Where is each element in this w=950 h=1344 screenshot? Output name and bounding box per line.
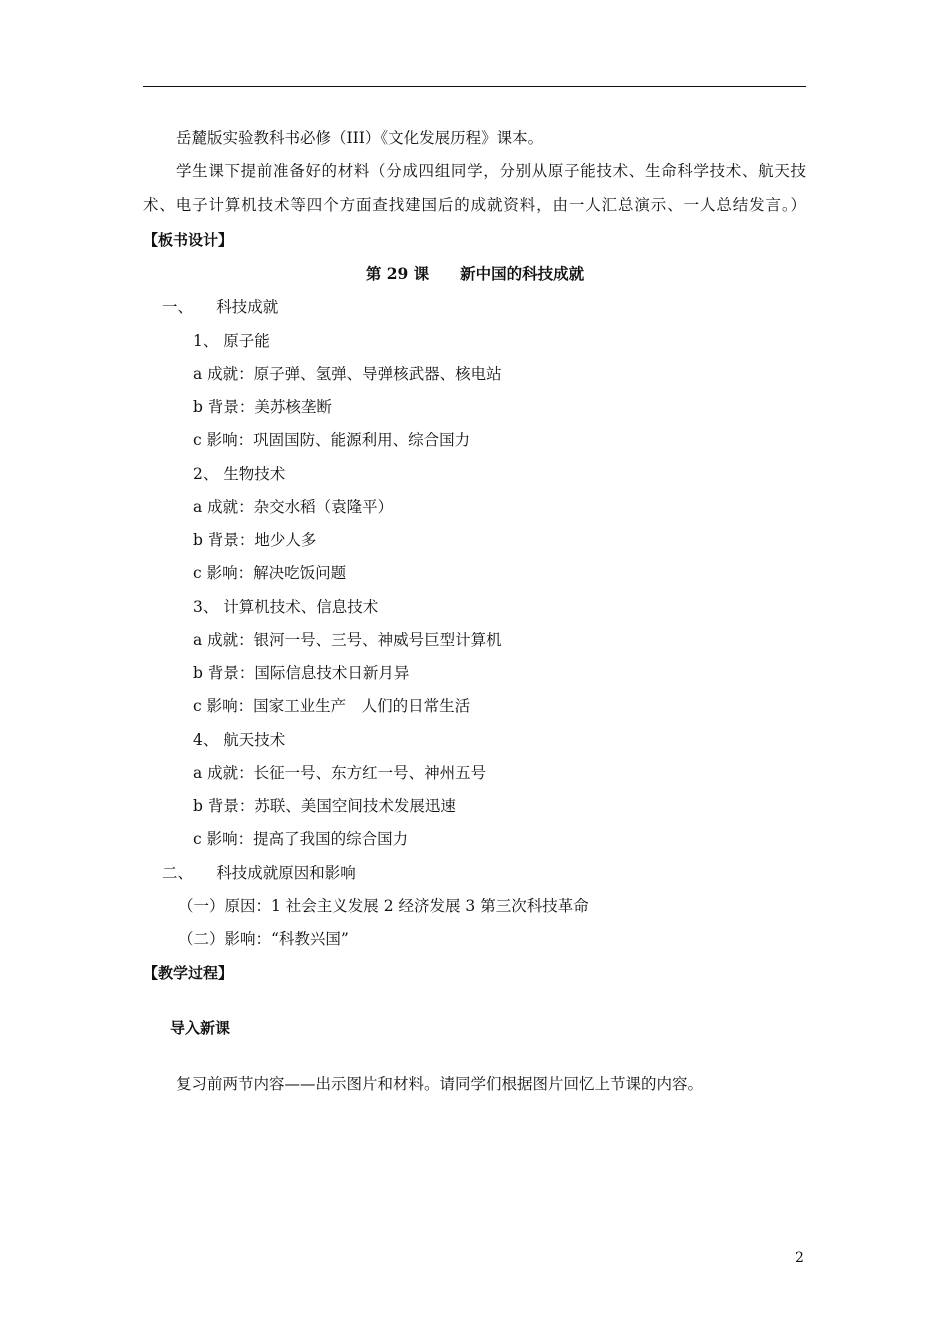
board-design-heading: 【板书设计】 xyxy=(143,231,234,249)
item-1-impact: c 影响：巩固国防、能源利用、综合国力 xyxy=(193,431,471,449)
item-4-achievement: a 成就：长征一号、东方红一号、神州五号 xyxy=(193,764,487,782)
item-3-achievement: a 成就：银河一号、三号、神威号巨型计算机 xyxy=(193,631,502,649)
item-3-impact: c 影响：国家工业生产 人们的日常生活 xyxy=(193,697,471,715)
section-2-heading: 二、 科技成就原因和影响 xyxy=(162,864,356,882)
header-rule xyxy=(143,86,806,87)
preparation-paragraph-line-1: 学生课下提前准备好的材料（分成四组同学，分别从原子能技术、生命科学技术、航天技 xyxy=(176,162,806,180)
materials-paragraph: 岳麓版实验教科书必修（III）《文化发展历程》课本。 xyxy=(176,129,544,147)
page-number: 2 xyxy=(795,1250,804,1266)
item-2-background: b 背景：地少人多 xyxy=(193,531,317,549)
item-1-heading: 1、 原子能 xyxy=(193,332,270,350)
teaching-process-heading: 【教学过程】 xyxy=(143,964,234,982)
section-1-heading: 一、 科技成就 xyxy=(162,298,279,316)
item-2-achievement: a 成就：杂交水稻（袁隆平） xyxy=(193,498,394,516)
item-4-background: b 背景：苏联、美国空间技术发展迅速 xyxy=(193,797,456,815)
item-2-impact: c 影响：解决吃饭问题 xyxy=(193,564,347,582)
lesson-title: 第 29 课 新中国的科技成就 xyxy=(365,264,585,283)
item-1-background: b 背景：美苏核垄断 xyxy=(193,398,332,416)
item-1-achievement: a 成就：原子弹、氢弹、导弹核武器、核电站 xyxy=(193,365,502,383)
item-3-background: b 背景：国际信息技术日新月异 xyxy=(193,664,410,682)
reason-line: （一）原因：1 社会主义发展 2 经济发展 3 第三次科技革命 xyxy=(178,897,589,915)
lesson-intro-text: 复习前两节内容——出示图片和材料。请同学们根据图片回忆上节课的内容。 xyxy=(176,1075,704,1093)
item-4-heading: 4、 航天技术 xyxy=(193,731,286,749)
item-4-impact: c 影响：提高了我国的综合国力 xyxy=(193,830,409,848)
item-2-heading: 2、 生物技术 xyxy=(193,465,286,483)
lesson-intro-heading: 导入新课 xyxy=(170,1019,231,1037)
preparation-paragraph-line-2: 术、电子计算机技术等四个方面查找建国后的成就资料，由一人汇总演示、一人总结发言。） xyxy=(143,196,806,214)
item-3-heading: 3、 计算机技术、信息技术 xyxy=(193,598,379,616)
influence-line: （二）影响：“科教兴国” xyxy=(178,930,349,948)
